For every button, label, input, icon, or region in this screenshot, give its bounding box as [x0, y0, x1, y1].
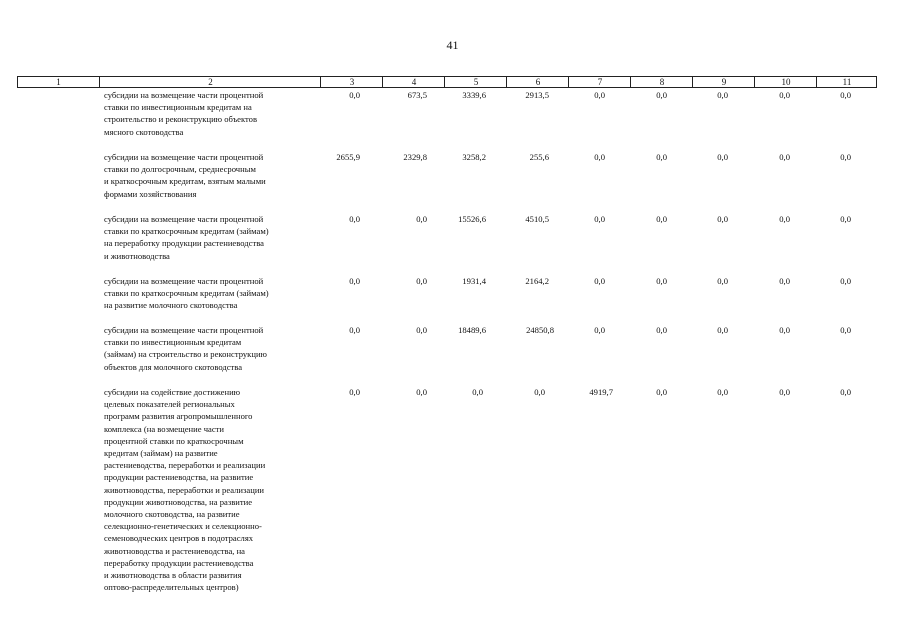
value-col-11: 0,0 — [840, 387, 851, 397]
column-header-7: 7 — [568, 77, 631, 87]
value-col-8: 0,0 — [656, 214, 667, 224]
value-col-4: 0,0 — [416, 387, 427, 397]
value-col-4: 0,0 — [416, 214, 427, 224]
value-col-11: 0,0 — [840, 152, 851, 162]
value-col-8: 0,0 — [656, 325, 667, 335]
page-number: 41 — [446, 38, 459, 52]
column-header-6: 6 — [506, 77, 569, 87]
value-col-11: 0,0 — [840, 214, 851, 224]
row-description: субсидии на содействие достижению целевых показателей региональных программ развития агропромышленного комплекса (на возмещение части процентной ставки по краткосрочным кредитам (займам) на развитие растениеводства, переработки и реализации продукции растениеводства, на развитие животноводства, переработки и реализации продукции животноводства, на развитие молочного скотоводства, на развитие селекционно-генетических и селекционно- семеноводческих центров в подотраслях животноводства и растениеводства, на переработку продукции растениеводства и животноводства в области развития оптово-распределительных центров) — [104, 387, 266, 593]
value-col-11: 0,0 — [840, 90, 851, 100]
value-col-9: 0,0 — [717, 276, 728, 286]
value-col-11: 0,0 — [840, 276, 851, 286]
value-col-10: 0,0 — [779, 90, 790, 100]
row-description: субсидии на возмещение части процентной ставки по краткосрочным кредитам (займам) на переработку продукции растениеводства и животноводства — [104, 214, 269, 261]
column-header-4: 4 — [382, 77, 445, 87]
value-col-9: 0,0 — [717, 214, 728, 224]
value-col-8: 0,0 — [656, 276, 667, 286]
value-col-9: 0,0 — [717, 152, 728, 162]
value-col-6: 4510,5 — [525, 214, 549, 224]
value-col-4: 673,5 — [407, 90, 427, 100]
value-col-9: 0,0 — [717, 325, 728, 335]
value-col-5: 3339,6 — [462, 90, 486, 100]
value-col-5: 0,0 — [472, 387, 483, 397]
value-col-6: 255,6 — [529, 152, 549, 162]
value-col-7: 0,0 — [594, 325, 605, 335]
value-col-3: 0,0 — [349, 214, 360, 224]
row-description: субсидии на возмещение части процентной ставки по краткосрочным кредитам (займам) на развитие молочного скотоводства — [104, 276, 269, 311]
value-col-5: 18489,6 — [458, 325, 486, 335]
value-col-8: 0,0 — [656, 152, 667, 162]
value-col-3: 0,0 — [349, 387, 360, 397]
value-col-4: 0,0 — [416, 325, 427, 335]
value-col-6: 2913,5 — [525, 90, 549, 100]
value-col-3: 0,0 — [349, 276, 360, 286]
value-col-5: 3258,2 — [462, 152, 486, 162]
value-col-3: 2655,9 — [336, 152, 360, 162]
value-col-10: 0,0 — [779, 387, 790, 397]
value-col-10: 0,0 — [779, 152, 790, 162]
value-col-5: 15526,6 — [458, 214, 486, 224]
value-col-3: 0,0 — [349, 90, 360, 100]
value-col-6: 2164,2 — [525, 276, 549, 286]
value-col-4: 0,0 — [416, 276, 427, 286]
value-col-7: 0,0 — [594, 152, 605, 162]
column-header-8: 8 — [630, 77, 693, 87]
value-col-6: 24850,8 — [526, 325, 554, 335]
value-col-9: 0,0 — [717, 90, 728, 100]
value-col-10: 0,0 — [779, 325, 790, 335]
value-col-8: 0,0 — [656, 387, 667, 397]
value-col-10: 0,0 — [779, 214, 790, 224]
column-header-11: 11 — [816, 77, 877, 87]
column-header-1: 1 — [56, 77, 61, 87]
value-col-4: 2329,8 — [403, 152, 427, 162]
column-header-3: 3 — [320, 77, 383, 87]
value-col-8: 0,0 — [656, 90, 667, 100]
value-col-3: 0,0 — [349, 325, 360, 335]
column-header-2: 2 — [99, 77, 321, 87]
value-col-7: 0,0 — [594, 214, 605, 224]
value-col-7: 4919,7 — [589, 387, 613, 397]
value-col-10: 0,0 — [779, 276, 790, 286]
value-col-5: 1931,4 — [462, 276, 486, 286]
value-col-7: 0,0 — [594, 90, 605, 100]
value-col-9: 0,0 — [717, 387, 728, 397]
row-description: субсидии на возмещение части процентной ставки по инвестиционным кредитам (займам) на строительство и реконструкцию объектов для молочного скотоводства — [104, 325, 267, 372]
value-col-7: 0,0 — [594, 276, 605, 286]
column-header-9: 9 — [692, 77, 755, 87]
value-col-11: 0,0 — [840, 325, 851, 335]
row-description: субсидии на возмещение части процентной ставки по инвестиционным кредитам на строительство и реконструкцию объектов мясного скотоводства — [104, 90, 264, 137]
row-description: субсидии на возмещение части процентной ставки по долгосрочным, среднесрочным и краткосрочным кредитам, взятым малыми формами хозяйствования — [104, 152, 266, 199]
value-col-6: 0,0 — [534, 387, 545, 397]
column-header-5: 5 — [444, 77, 507, 87]
column-header-10: 10 — [754, 77, 817, 87]
table-header-row — [17, 76, 877, 88]
